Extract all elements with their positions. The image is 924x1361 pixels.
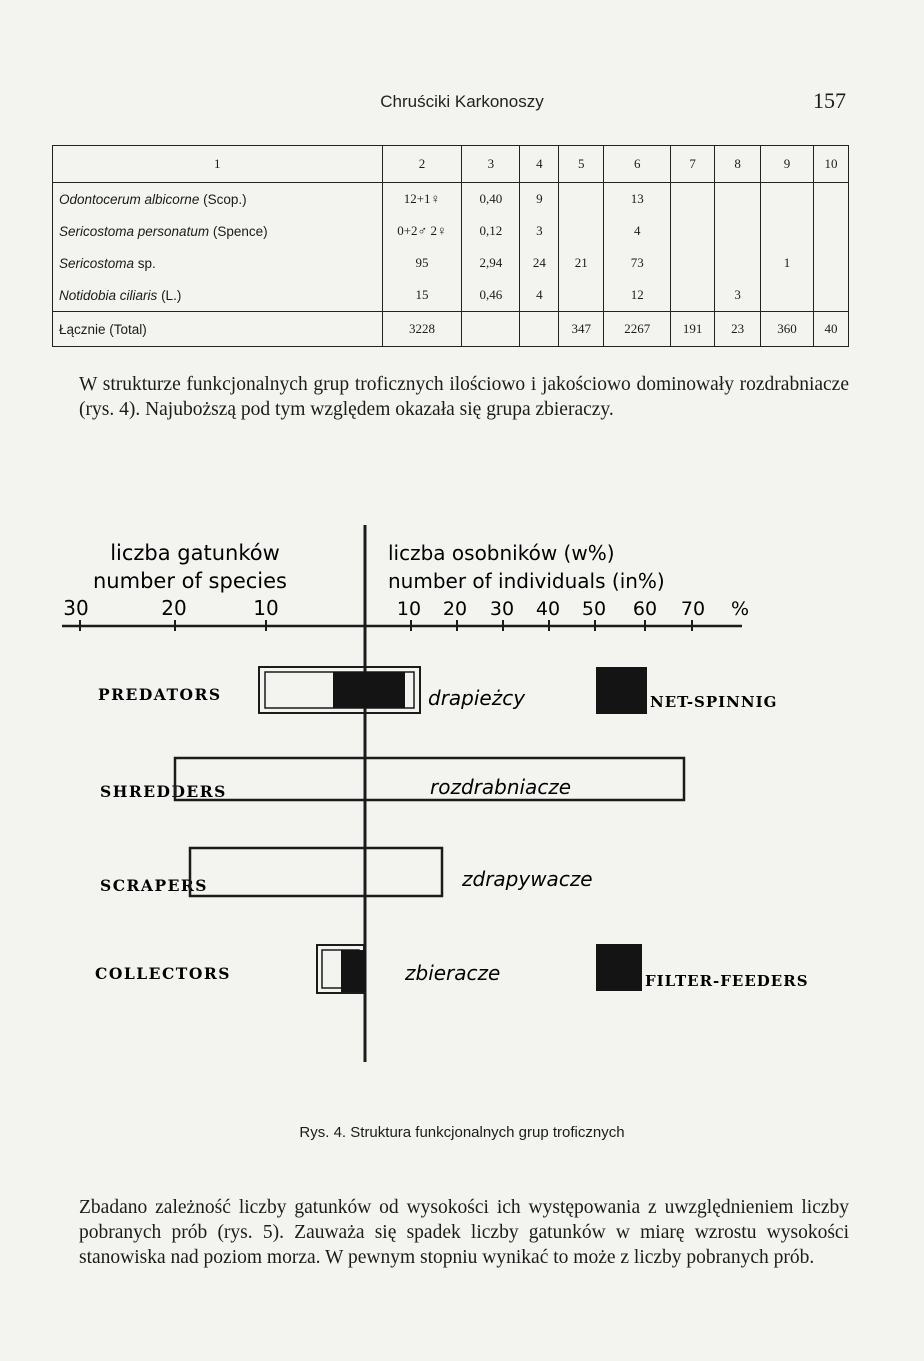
- left-header-pl: liczba gatunków: [110, 541, 280, 565]
- table-cell: 73: [604, 247, 671, 279]
- predators-net-spinning-fill: [333, 672, 405, 708]
- table-cell: 347: [559, 312, 604, 347]
- col-header: 1: [53, 146, 383, 183]
- net-spinning-legend-label: NET-SPINNIG: [650, 693, 778, 711]
- right-header-pl: liczba osobników (w%): [388, 541, 615, 565]
- filter-feeders-legend-label: FILTER-FEEDERS: [645, 972, 809, 990]
- total-label: Łącznie (Total): [53, 312, 383, 347]
- body-paragraph: W strukturze funkcjonalnych grup troficznych ilościowo i jakościowo dominowały rozdrabniacze (rys. 4). Najuboższą pod tym względem okazała się grupa zbieraczy.: [79, 374, 849, 420]
- col-header: 2: [382, 146, 462, 183]
- group-label-pl: rozdrabniacze: [430, 775, 572, 799]
- figure-caption: Rys. 4. Struktura funkcjonalnych grup troficznych: [299, 1124, 625, 1141]
- right-tick-label: 70: [680, 598, 706, 620]
- table-cell: 9: [520, 183, 559, 216]
- right-tick-label: 40: [535, 598, 561, 620]
- left-header-en: number of species: [93, 569, 287, 593]
- net-spinning-legend-swatch: [596, 667, 647, 714]
- group-label-pl: zdrapywacze: [462, 867, 593, 891]
- table-cell: 191: [671, 312, 715, 347]
- table-cell: 0,40: [462, 183, 520, 216]
- table-cell: 360: [761, 312, 814, 347]
- table-cell: 0,12: [462, 215, 520, 247]
- right-tick-label: 60: [632, 598, 658, 620]
- group-label-en: SHREDDERS: [100, 782, 227, 801]
- group-label-en: SCRAPERS: [100, 876, 208, 895]
- left-tick-label: 10: [253, 596, 279, 620]
- table-cell: 12: [604, 279, 671, 312]
- table-cell: 1: [761, 247, 814, 279]
- table-cell: 3: [715, 279, 761, 312]
- group-label-pl: drapieżcy: [428, 686, 526, 710]
- table-cell: 2267: [604, 312, 671, 347]
- table-cell: 0,46: [462, 279, 520, 312]
- right-tick-label: 30: [489, 598, 515, 620]
- table-cell: 23: [715, 312, 761, 347]
- col-header: 9: [761, 146, 814, 183]
- table-cell: 3228: [382, 312, 462, 347]
- group-label-en: PREDATORS: [98, 685, 222, 704]
- table-cell: 4: [604, 215, 671, 247]
- right-tick-label: 10: [396, 598, 422, 620]
- right-header-en: number of individuals (in%): [388, 569, 665, 593]
- left-tick-label: 30: [63, 596, 89, 620]
- table-cell: 95: [382, 247, 462, 279]
- table-cell: 4: [520, 279, 559, 312]
- col-header: 4: [520, 146, 559, 183]
- left-tick-label: 20: [161, 596, 187, 620]
- col-header: 6: [604, 146, 671, 183]
- group-label-pl: zbieracze: [405, 961, 501, 985]
- body-paragraph: Zbadano zależność liczby gatunków od wysokości ich występowania z uwzględnieniem liczby pobranych prób (rys. 5). Zauważa się spadek liczby gatunków w miarę wzrostu wysokości stanowiska nad poziom morza. W pewnym stopniu wynikać to może z liczby pobranych prób.: [79, 1197, 849, 1268]
- collectors-filter-fill: [341, 950, 366, 992]
- species-name: Notidobia ciliaris (L.): [53, 279, 383, 312]
- table-cell: 12+1♀: [382, 183, 462, 216]
- right-tick-label: %: [730, 598, 750, 620]
- page-number: 157: [813, 88, 846, 113]
- scrapers-bar: [190, 848, 442, 896]
- table-cell: 13: [604, 183, 671, 216]
- table-cell: 40: [813, 312, 848, 347]
- col-header: 7: [671, 146, 715, 183]
- col-header: 10: [813, 146, 848, 183]
- table-cell: 15: [382, 279, 462, 312]
- table-cell: 2,94: [462, 247, 520, 279]
- col-header: 3: [462, 146, 520, 183]
- species-name: Sericostoma personatum (Spence): [53, 215, 383, 247]
- filter-feeders-legend-swatch: [596, 944, 642, 991]
- col-header: 5: [559, 146, 604, 183]
- species-name: Odontocerum albicorne (Scop.): [53, 183, 383, 216]
- group-label-en: COLLECTORS: [95, 964, 231, 983]
- running-header: Chruściki Karkonoszy: [380, 92, 544, 111]
- table-cell: 3: [520, 215, 559, 247]
- table-cell: 21: [559, 247, 604, 279]
- right-tick-label: 50: [581, 598, 607, 620]
- table-cell: 24: [520, 247, 559, 279]
- table-cell: 0+2♂ 2♀: [382, 215, 462, 247]
- species-name: Sericostoma sp.: [53, 247, 383, 279]
- right-tick-label: 20: [442, 598, 468, 620]
- col-header: 8: [715, 146, 761, 183]
